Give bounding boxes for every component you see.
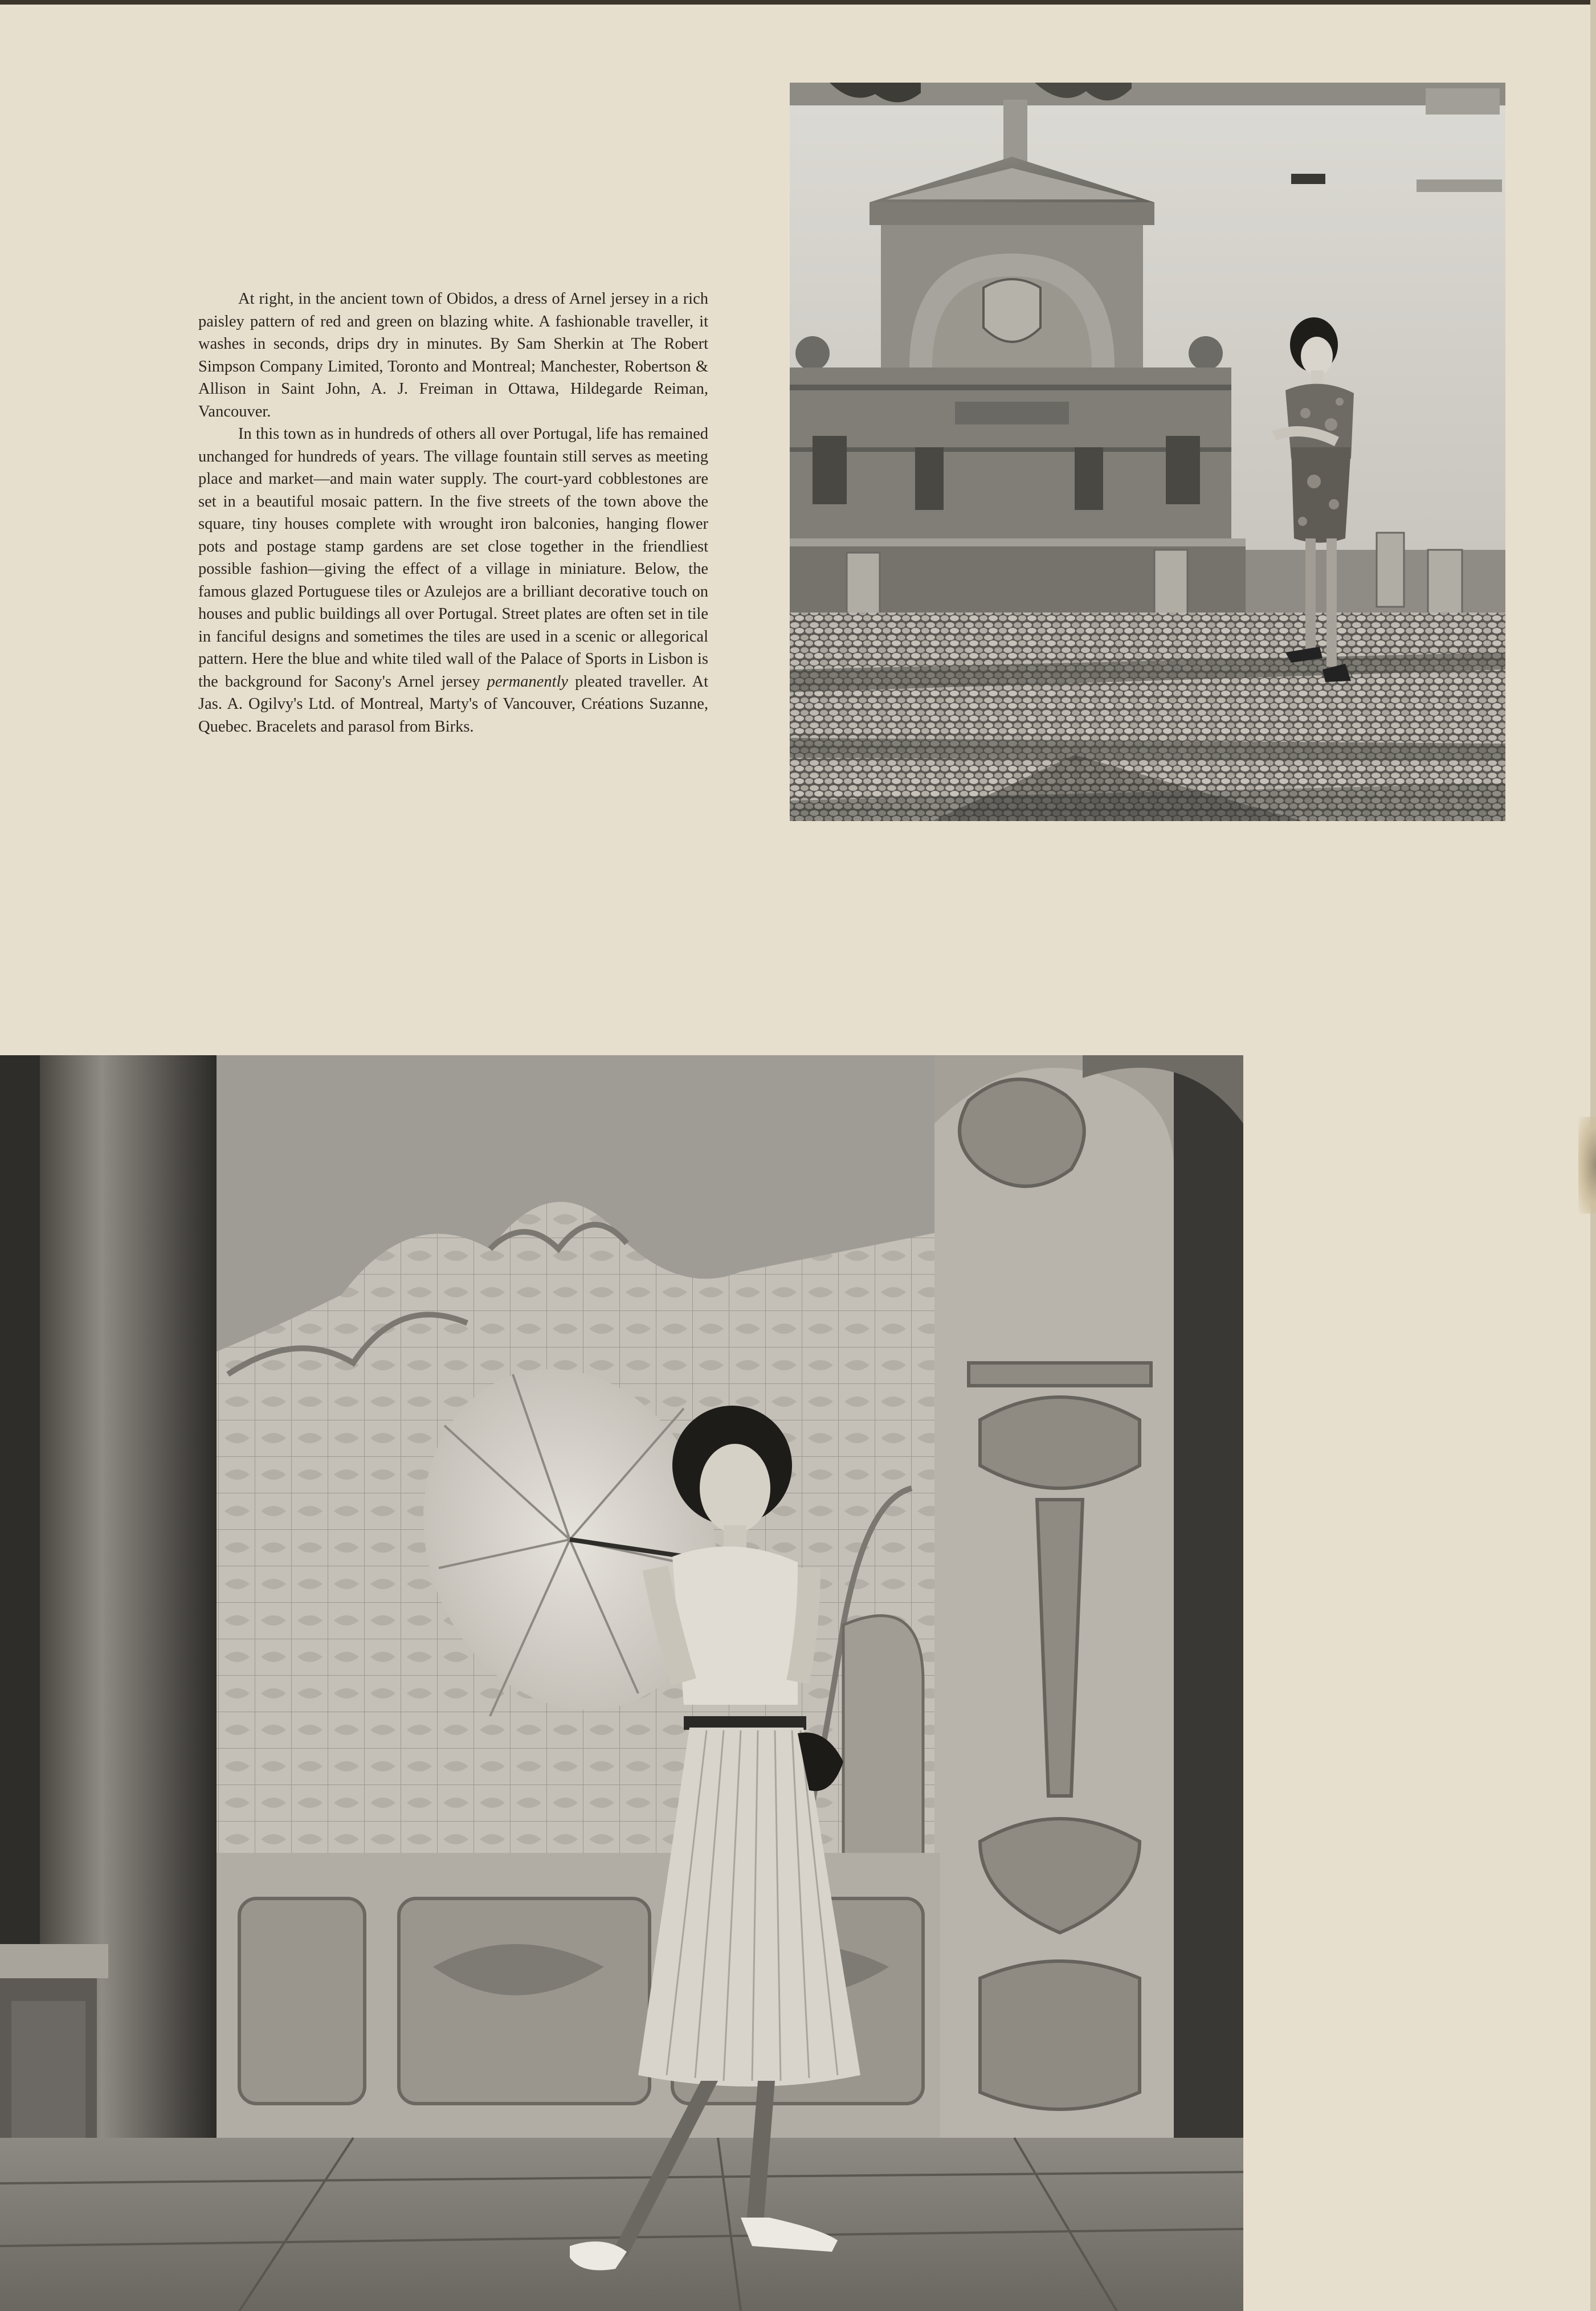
photo-obidos-fountain — [790, 83, 1505, 821]
article-paragraph-2 — [198, 423, 708, 738]
article-paragraph-2-end: pleated traveller. At Jas. A. Ogilvy's Ltd. of Montreal, Marty's of Vancouver, Créations Suzanne, Quebec. Bracelets and parasol from Birks. — [198, 672, 709, 736]
article-italic-word: permanently — [487, 672, 569, 691]
photo-tiled-wall-lisbon — [0, 1055, 1243, 2311]
article-text — [198, 288, 708, 738]
page-top-edge — [0, 0, 1596, 5]
article-paragraph-2-start: In this town as in hundreds of others all over Portugal, life has remained unchanged for hundreds of years. The village fountain still serves as meeting place and market—and main water supply. The court-yard cobblestones are set in a beautiful mosaic pattern. In the five streets of the town above the square, tiny houses complete with wrought iron balconies, hanging flower pots and postage stamp gardens are set close together in the friendliest possible fashion—giving the effect of a village in miniature. Below, the famous glazed Portuguese tiles or Azulejos are a brilliant decorative touch on houses and public buildings all over Portugal. Street plates are often set in tile in fanciful designs and sometimes the tiles are used in a scenic or allegorical pattern. Here the blue and white tiled wall of the Palace of Sports in Lisbon is the background for Sacony's Arnel jersey — [198, 425, 708, 691]
page-stain — [1578, 1117, 1596, 1214]
article-paragraph-1: At right, in the ancient town of Obidos, a dress of Arnel jersey in a rich paisley pattern of red and green on blazing white. A fashionable traveller, it washes in seconds, drips dry in minutes. By Sam Sherkin at The Robert Simpson Company Limited, Toronto and Montreal; Manchester, Robertson & Allison in Saint John, A. J. Freiman in Ottawa, Hildegarde Reiman, Vancouver. — [198, 290, 708, 420]
